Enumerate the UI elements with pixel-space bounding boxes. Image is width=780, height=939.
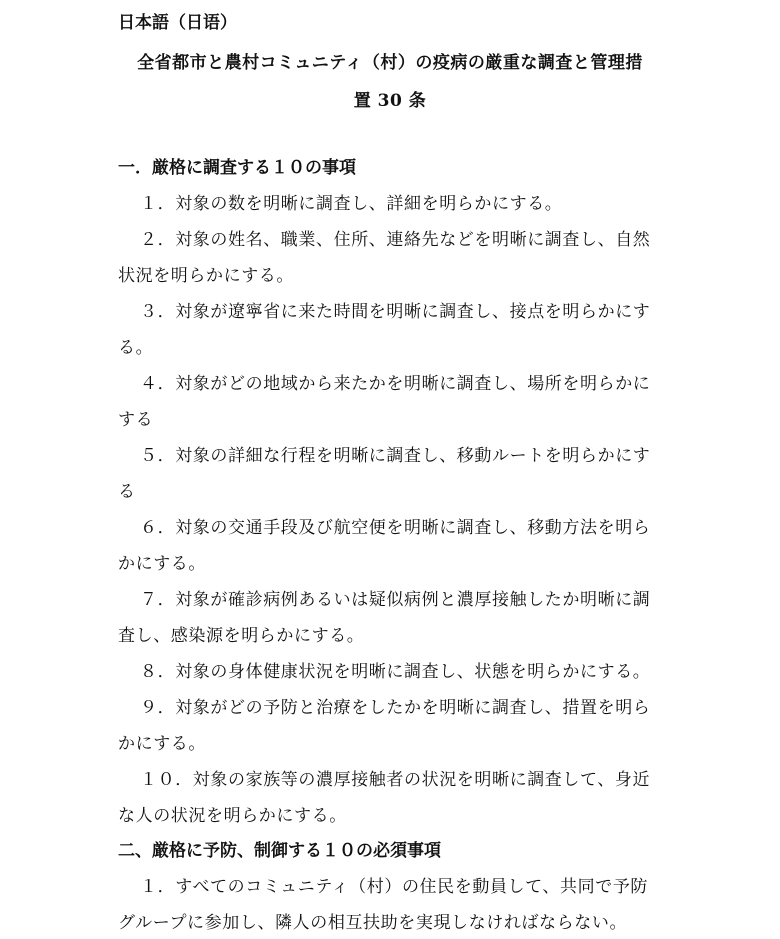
section-1-item-2-cont: 状況を明らかにする。	[118, 266, 294, 286]
section-1-item-5: ５．対象の詳細な行程を明晰に調査し、移動ルートを明らかにす	[140, 446, 651, 466]
section-2-item-1-cont: グループに参加し、隣人の相互扶助を実現しなければならない。	[118, 913, 628, 933]
section-1-item-3-cont: る。	[118, 338, 154, 358]
section-1-item-4-cont: する	[118, 410, 154, 430]
document-title-line-2: 置 30 条	[353, 91, 427, 111]
section-1-item-9: ９．対象がどの予防と治療をしたかを明晰に調査し、措置を明ら	[140, 698, 651, 718]
language-label: 日本語（日语）	[118, 13, 237, 33]
section-1-item-6: ６．対象の交通手段及び航空便を明晰に調査し、移動方法を明ら	[140, 518, 651, 538]
section-1-heading: 一．厳格に調査する１０の事項	[118, 158, 356, 178]
section-1-item-2: ２．対象の姓名、職業、住所、連絡先などを明晰に調査し、自然	[140, 230, 651, 250]
section-2-heading: 二、厳格に予防、制御する１０の必須事項	[118, 841, 441, 861]
section-1-item-10-cont: な人の状況を明らかにする。	[118, 806, 347, 826]
section-1-item-10: １０．対象の家族等の濃厚接触者の状況を明晰に調査して、身近	[140, 770, 651, 790]
section-1-item-5-cont: る	[118, 482, 136, 502]
section-1-item-1: １．対象の数を明晰に調査し、詳細を明らかにする。	[140, 194, 563, 214]
document-title-line-1: 全省都市と農村コミュニティ（村）の疫病の厳重な調査と管理措	[137, 53, 643, 73]
section-1-item-9-cont: かにする。	[118, 734, 206, 754]
section-1-item-6-cont: かにする。	[118, 554, 206, 574]
section-2-item-1: １．すべてのコミュニティ（村）の住民を動員して、共同で予防	[140, 877, 649, 897]
section-1-item-7: ７．対象が確診病例あるいは疑似病例と濃厚接触したか明晰に調	[140, 590, 651, 610]
section-1-item-7-cont: 査し、感染源を明らかにする。	[118, 626, 365, 646]
section-1-item-3: ３．対象が遼寧省に来た時間を明晰に調査し、接点を明らかにす	[140, 302, 651, 322]
section-1-item-8: ８．対象の身体健康状況を明晰に調査し、状態を明らかにする。	[140, 662, 651, 682]
section-1-item-4: ４．対象がどの地域から来たかを明晰に調査し、場所を明らかに	[140, 374, 651, 394]
